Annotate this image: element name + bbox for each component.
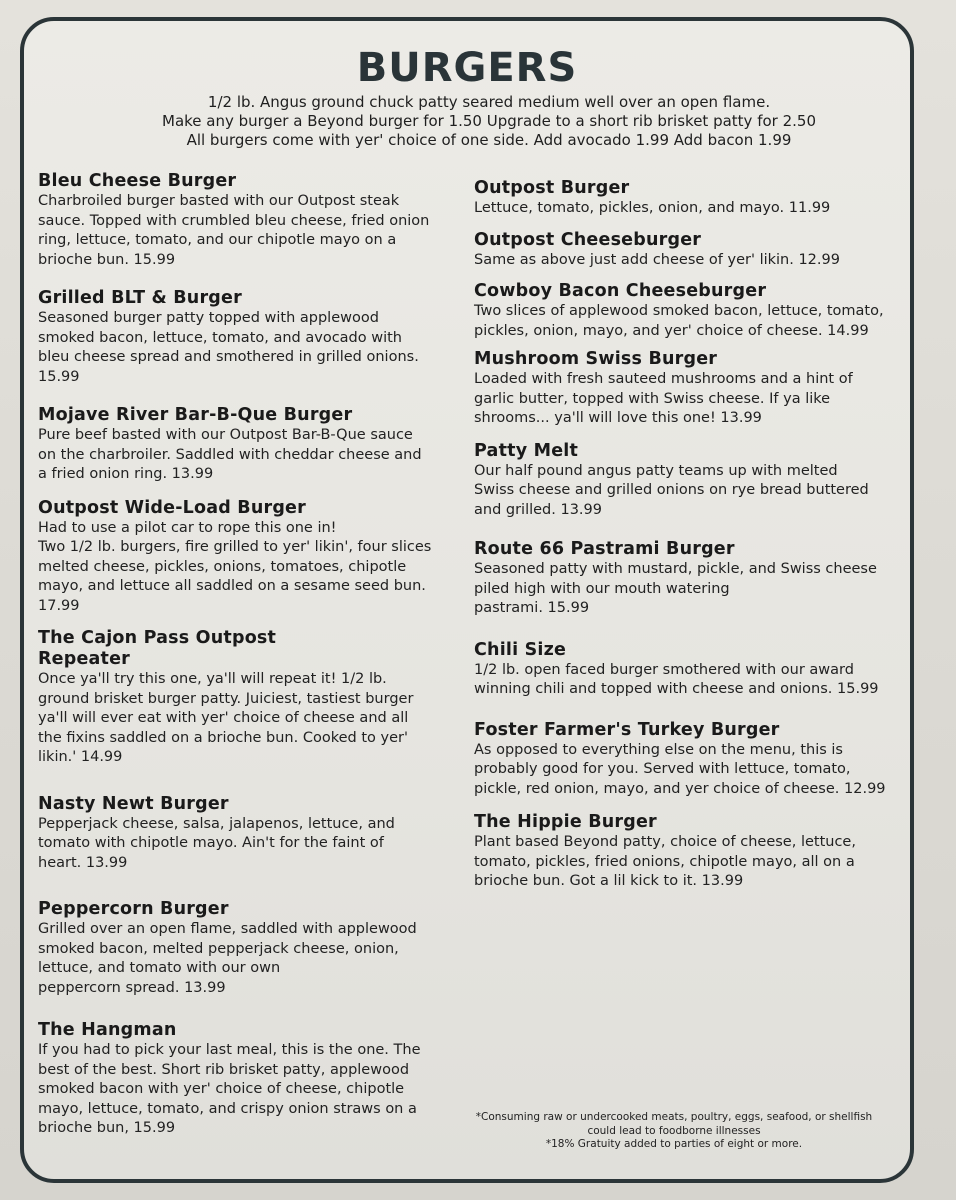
menu-frame xyxy=(20,17,914,1183)
menu-title: BURGERS xyxy=(356,45,578,91)
item-description: Our half pound angus patty teams up with melted Swiss cheese and grilled onions on rye bread buttered and grilled. 13.99 xyxy=(474,462,869,518)
menu-item xyxy=(474,281,919,341)
item-name: Nasty Newt Burger xyxy=(38,793,229,814)
item-description: Plant based Beyond patty, choice of cheese, lettuce, tomato, pickles, fried onions, chipotle mayo, all on a brioche bun. Got a lil kick to it. 13.99 xyxy=(474,834,856,889)
menu-item xyxy=(474,178,919,219)
item-description: Seasoned patty with mustard, pickle, and Swiss cheese piled high with our mouth watering pastrami. 15.99 xyxy=(474,561,877,616)
item-name: Mushroom Swiss Burger xyxy=(474,349,718,369)
menu-item xyxy=(38,1020,470,1139)
item-description: 1/2 lb. open faced burger smothered with our award winning chili and topped with cheese and onions. 15.99 xyxy=(474,661,879,697)
menu-item xyxy=(38,171,470,270)
menu-item xyxy=(38,794,470,874)
item-name: Peppercorn Burger xyxy=(38,899,229,919)
menu-intro xyxy=(114,93,864,150)
item-description: Two slices of applewood smoked bacon, lettuce, tomato, pickles, onion, mayo, and yer' choice of cheese. 14.99 xyxy=(474,303,884,339)
item-description: Pure beef basted with our Outpost Bar-B-Que sauce on the charbroiler. Saddled with cheddar cheese and a fried onion ring. 13.99 xyxy=(38,427,422,482)
item-name: Bleu Cheese Burger xyxy=(38,171,237,191)
menu-item xyxy=(474,539,919,619)
item-name: Route 66 Pastrami Burger xyxy=(474,539,735,559)
disclaimer-line: *Consuming raw or undercooked meats, poultry, eggs, seafood, or shellfish xyxy=(475,1111,873,1123)
left-column xyxy=(38,171,470,1139)
menu-disclaimer xyxy=(474,1111,874,1152)
menu-item xyxy=(474,640,919,700)
item-name: Chili Size xyxy=(474,639,567,660)
item-description: Seasoned burger patty topped with applewood smoked bacon, lettuce, tomato, and avocado with bleu cheese spread and smothered in grilled onions. 15.99 xyxy=(38,310,419,385)
menu-item xyxy=(38,405,470,485)
menu-item xyxy=(474,720,919,800)
menu-item xyxy=(474,349,919,429)
disclaimer-line: could lead to foodborne illnesses xyxy=(587,1124,761,1137)
item-name: The Hangman xyxy=(38,1020,177,1040)
menu-item xyxy=(474,441,919,521)
item-name: Patty Melt xyxy=(474,440,579,461)
intro-line: All burgers come with yer' choice of one side. Add avocado 1.99 Add bacon 1.99 xyxy=(186,131,792,149)
item-name: Mojave River Bar-B-Que Burger xyxy=(38,405,353,425)
menu-item xyxy=(38,628,470,768)
menu-item xyxy=(38,288,470,387)
item-description: Had to use a pilot car to rope this one in! Two 1/2 lb. burgers, fire grilled to yer' likin', four slices melted cheese, pickles, onions, tomatoes, chipotle mayo, and lettuce all saddled on a sesame seed bun. 17.99 xyxy=(38,519,432,614)
intro-line: Make any burger a Beyond burger for 1.50 Upgrade to a short rib brisket patty for 2.50 xyxy=(162,112,816,130)
item-description: Charbroiled burger basted with our Outpost steak sauce. Topped with crumbled bleu cheese, fried onion ring, lettuce, tomato, and our chipotle mayo on a brioche bun. 15.99 xyxy=(38,193,430,268)
item-description: Same as above just add cheese of yer' likin. 12.99 xyxy=(474,251,840,268)
item-description: Loaded with fresh sauteed mushrooms and a hint of garlic butter, topped with Swiss cheese. If ya like shrooms... ya'll will love this one! 13.99 xyxy=(474,371,853,426)
item-description: As opposed to everything else on the menu, this is probably good for you. Served with lettuce, tomato, pickle, red onion, mayo, and yer choice of cheese. 12.99 xyxy=(474,741,886,797)
item-name: Foster Farmer's Turkey Burger xyxy=(474,719,780,740)
menu-item xyxy=(474,812,919,892)
item-name: The Hippie Burger xyxy=(474,812,657,832)
menu-item xyxy=(474,230,919,271)
item-name: Outpost Cheeseburger xyxy=(474,229,702,250)
menu-item xyxy=(38,498,470,617)
item-description: If you had to pick your last meal, this is the one. The best of the best. Short rib brisket patty, applewood smoked bacon with yer' choice of cheese, chipotle mayo, lettuce, tomato, and crispy onion straws on a brioche bun, 15.99 xyxy=(38,1042,421,1136)
item-name: Grilled BLT & Burger xyxy=(38,288,242,308)
item-description: Grilled over an open flame, saddled with applewood smoked bacon, melted pepperjack cheese, onion, lettuce, and tomato with our own peppercorn spread. 13.99 xyxy=(38,921,417,996)
item-name: The Cajon Pass Outpost Repeater xyxy=(38,628,277,669)
disclaimer-line: *18% Gratuity added to parties of eight or more. xyxy=(545,1138,803,1150)
intro-line: 1/2 lb. Angus ground chuck patty seared medium well over an open flame. xyxy=(207,93,771,111)
item-description: Lettuce, tomato, pickles, onion, and mayo. 11.99 xyxy=(474,200,831,216)
item-name: Outpost Wide-Load Burger xyxy=(38,497,306,518)
right-column xyxy=(474,178,919,892)
item-name: Cowboy Bacon Cheeseburger xyxy=(474,281,767,301)
menu-item xyxy=(38,899,470,998)
item-description: Pepperjack cheese, salsa, jalapenos, lettuce, and tomato with chipotle mayo. Ain't for the faint of heart. 13.99 xyxy=(38,815,395,871)
item-name: Outpost Burger xyxy=(474,178,630,198)
item-description: Once ya'll try this one, ya'll will repeat it! 1/2 lb. ground brisket burger patty. Juiciest, tastiest burger ya'll will ever eat with yer' choice of cheese and all the fixins saddled on a brioche bun. Cooked to yer' likin.' 14.99 xyxy=(38,671,414,765)
